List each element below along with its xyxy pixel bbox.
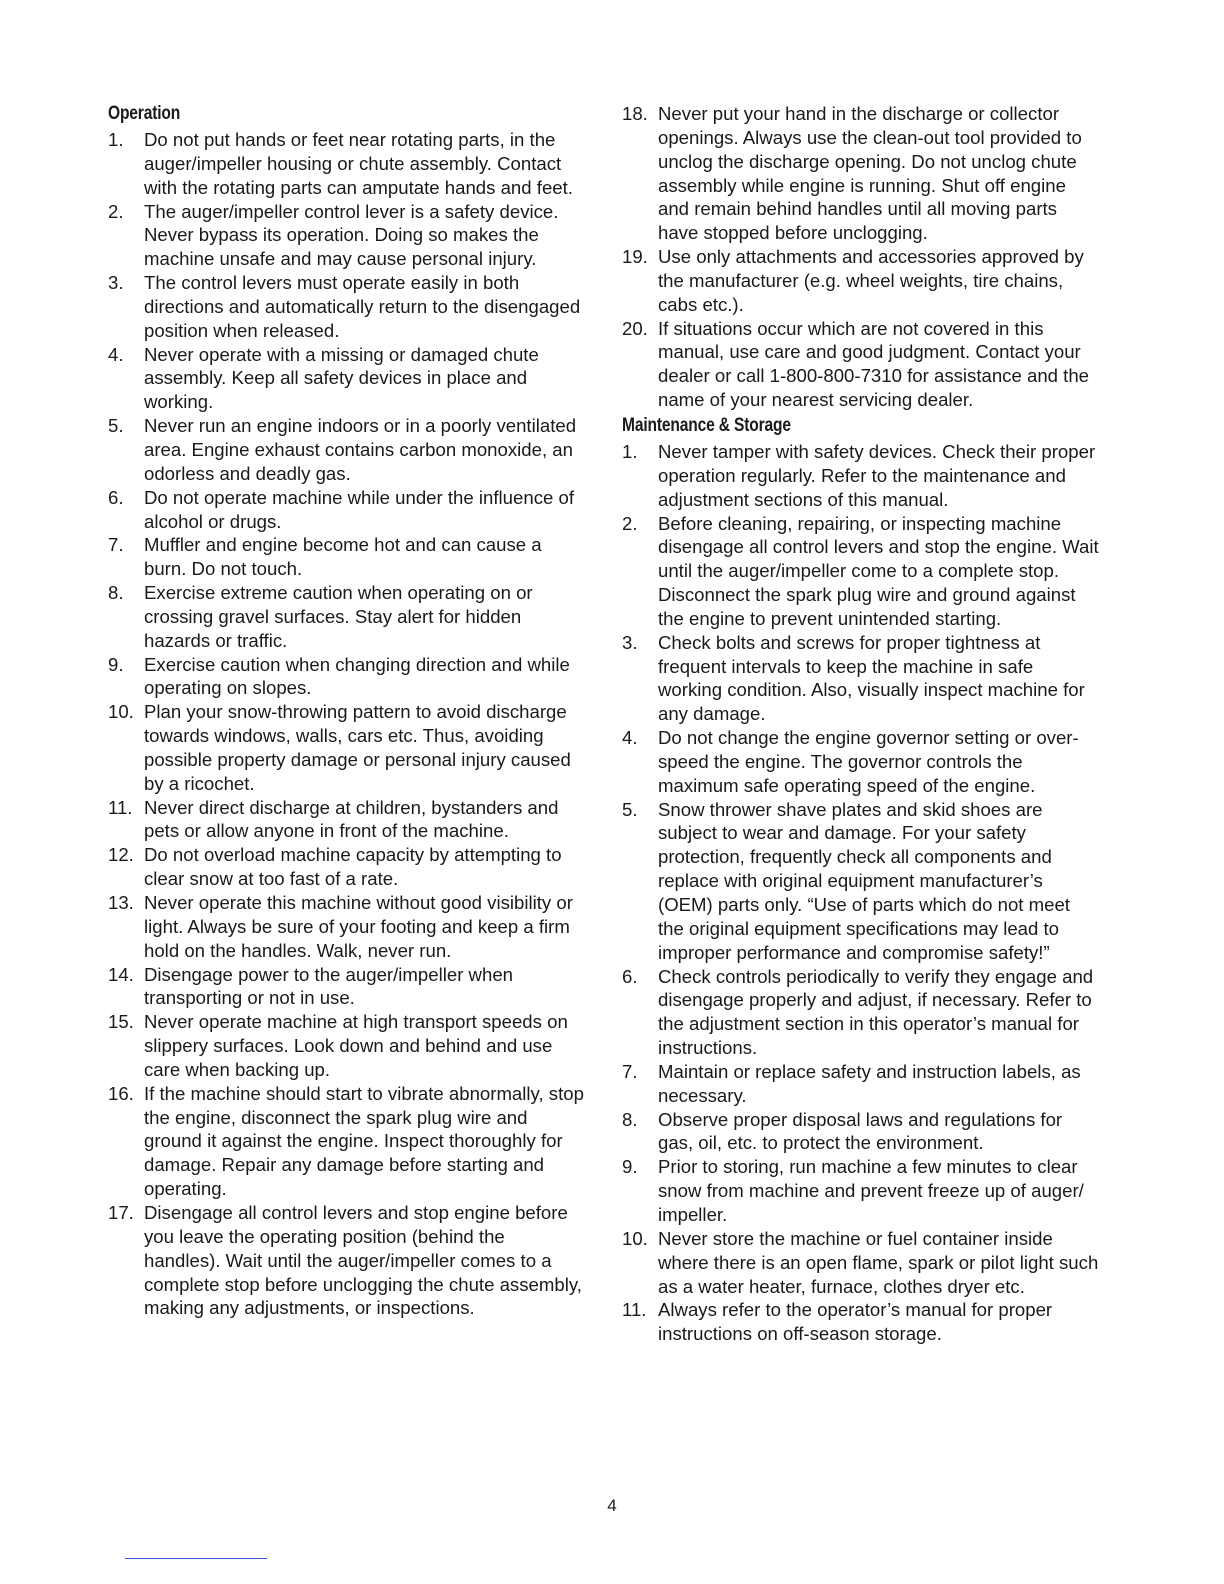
list-item: 3. The control levers must operate easily in both directions and automatically return to the disengaged position when released. bbox=[108, 272, 581, 341]
list-item: 19. Use only attachments and accessories approved by the manufacturer (e.g. wheel weights, tire chains, cabs etc.). bbox=[622, 246, 1084, 315]
list-item: 2. Before cleaning, repairing, or inspecting machine disengage all control levers and stop the engine. Wait until the auger/impeller come to a complete stop. Disconnect the spark plug wire and ground against the engine to prevent unintended starting. bbox=[622, 512, 1099, 629]
list-item: 5. Snow thrower shave plates and skid shoes are subject to wear and damage. For your safety protection, frequently check all components and replace with original equipment manufacturer’s (OEM) parts only. “Use of parts which do not meet the original equipment specifications may lead to improper performance and compromise safety!” bbox=[622, 798, 1070, 963]
list-item: 20. If situations occur which are not covered in this manual, use care and good judgment. Contact your dealer or call 1-800-800-7310 for assistance and the name of your nearest servicing dealer. bbox=[622, 317, 1090, 411]
list-item: 1. Never tamper with safety devices. Check their proper operation regularly. Refer to the maintenance and adjustment sections of this manual. bbox=[622, 440, 1096, 510]
list-item: 7. Maintain or replace safety and instruction labels, as necessary. bbox=[622, 1060, 1081, 1106]
list-item: 12. Do not overload machine capacity by attempting to clear snow at too fast of a rate. bbox=[108, 844, 562, 890]
list-item: 10. Plan your snow-throwing pattern to avoid discharge towards windows, walls, cars etc. Thus, avoiding possible property damage or personal injury caused by a ricochet. bbox=[108, 701, 571, 794]
list-item: 9. Exercise caution when changing direction and while operating on slopes. bbox=[108, 653, 570, 699]
list-item: 11. Always refer to the operator’s manual for proper instructions on off-season storage. bbox=[622, 1299, 1053, 1345]
list-item: 8. Observe proper disposal laws and regulations for gas, oil, etc. to protect the environment. bbox=[622, 1108, 1063, 1154]
list-item: 8. Exercise extreme caution when operating on or crossing gravel surfaces. Stay alert for hidden hazards or traffic. bbox=[108, 582, 533, 651]
list-item: 10. Never store the machine or fuel container inside where there is an open flame, spark or pilot light such as a water heater, furnace, clothes dryer etc. bbox=[622, 1227, 1099, 1297]
operation-list-continued bbox=[622, 102, 1100, 412]
list-item: 15. Never operate machine at high transport speeds on slippery surfaces. Look down and behind and use care when backing up. bbox=[108, 1011, 568, 1080]
list-item: 14. Disengage power to the auger/impeller when transporting or not in use. bbox=[108, 963, 513, 1009]
operation-list bbox=[108, 128, 586, 1320]
right-column bbox=[622, 102, 1100, 1346]
list-item: 13. Never operate this machine without good visibility or light. Always be sure of your footing and keep a firm hold on the handles. Walk, never run. bbox=[108, 892, 573, 961]
page-number: 4 bbox=[607, 1496, 617, 1515]
left-column bbox=[108, 102, 586, 1320]
list-item: 4. Never operate with a missing or damaged chute assembly. Keep all safety devices in place and working. bbox=[108, 343, 539, 413]
list-item: 4. Do not change the engine governor setting or over-speed the engine. The governor controls the maximum safe operating speed of the engine. bbox=[622, 727, 1079, 796]
list-item: 6. Check controls periodically to verify they engage and disengage properly and adjust, if necessary. Refer to the adjustment section in this operator’s manual for instructions. bbox=[622, 965, 1094, 1059]
maintenance-list bbox=[622, 440, 1100, 1346]
operation-heading: Operation bbox=[108, 103, 181, 124]
maintenance-heading: Maintenance & Storage bbox=[622, 414, 791, 436]
list-item: 18. Never put your hand in the discharge or collector openings. Always use the clean-out tool provided to unclog the discharge opening. Do not unclog chute assembly while engine is running. Shut off engine and remain behind handles until all moving parts have stopped before unclogging. bbox=[622, 103, 1082, 244]
list-item: 5. Never run an engine indoors or in a poorly ventilated area. Engine exhaust contains carbon monoxide, an odorless and deadly gas. bbox=[108, 415, 577, 484]
list-item: 9. Prior to storing, run machine a few minutes to clear snow from machine and prevent freeze up of auger/ impeller. bbox=[622, 1156, 1084, 1225]
list-item: 16. If the machine should start to vibrate abnormally, stop the engine, disconnect the spark plug wire and ground it against the engine. Inspect thoroughly for damage. Repair any damage before starting and operating. bbox=[108, 1082, 584, 1200]
list-item: 17. Disengage all control levers and stop engine before you leave the operating position (behind the handles). Wait until the auger/impeller comes to a complete stop before unclogging the chute assembly, making any adjustments, or inspections. bbox=[108, 1201, 582, 1319]
list-item: 2. The auger/impeller control lever is a safety device. Never bypass its operation. Doing so makes the machine unsafe and may cause personal injury. bbox=[108, 200, 559, 270]
list-item: 3. Check bolts and screws for proper tightness at frequent intervals to keep the machine in safe working condition. Also, visually inspect machine for any damage. bbox=[622, 631, 1085, 725]
list-item: 7. Muffler and engine become hot and can cause a burn. Do not touch. bbox=[108, 534, 542, 580]
list-item: 11. Never direct discharge at children, bystanders and pets or allow anyone in front of the machine. bbox=[108, 796, 559, 842]
list-item: 1. Do not put hands or feet near rotating parts, in the auger/impeller housing or chute assembly. Contact with the rotating parts can amputate hands and feet. bbox=[108, 129, 573, 198]
footer-rule bbox=[125, 1558, 267, 1559]
list-item: 6. Do not operate machine while under the influence of alcohol or drugs. bbox=[108, 486, 574, 532]
